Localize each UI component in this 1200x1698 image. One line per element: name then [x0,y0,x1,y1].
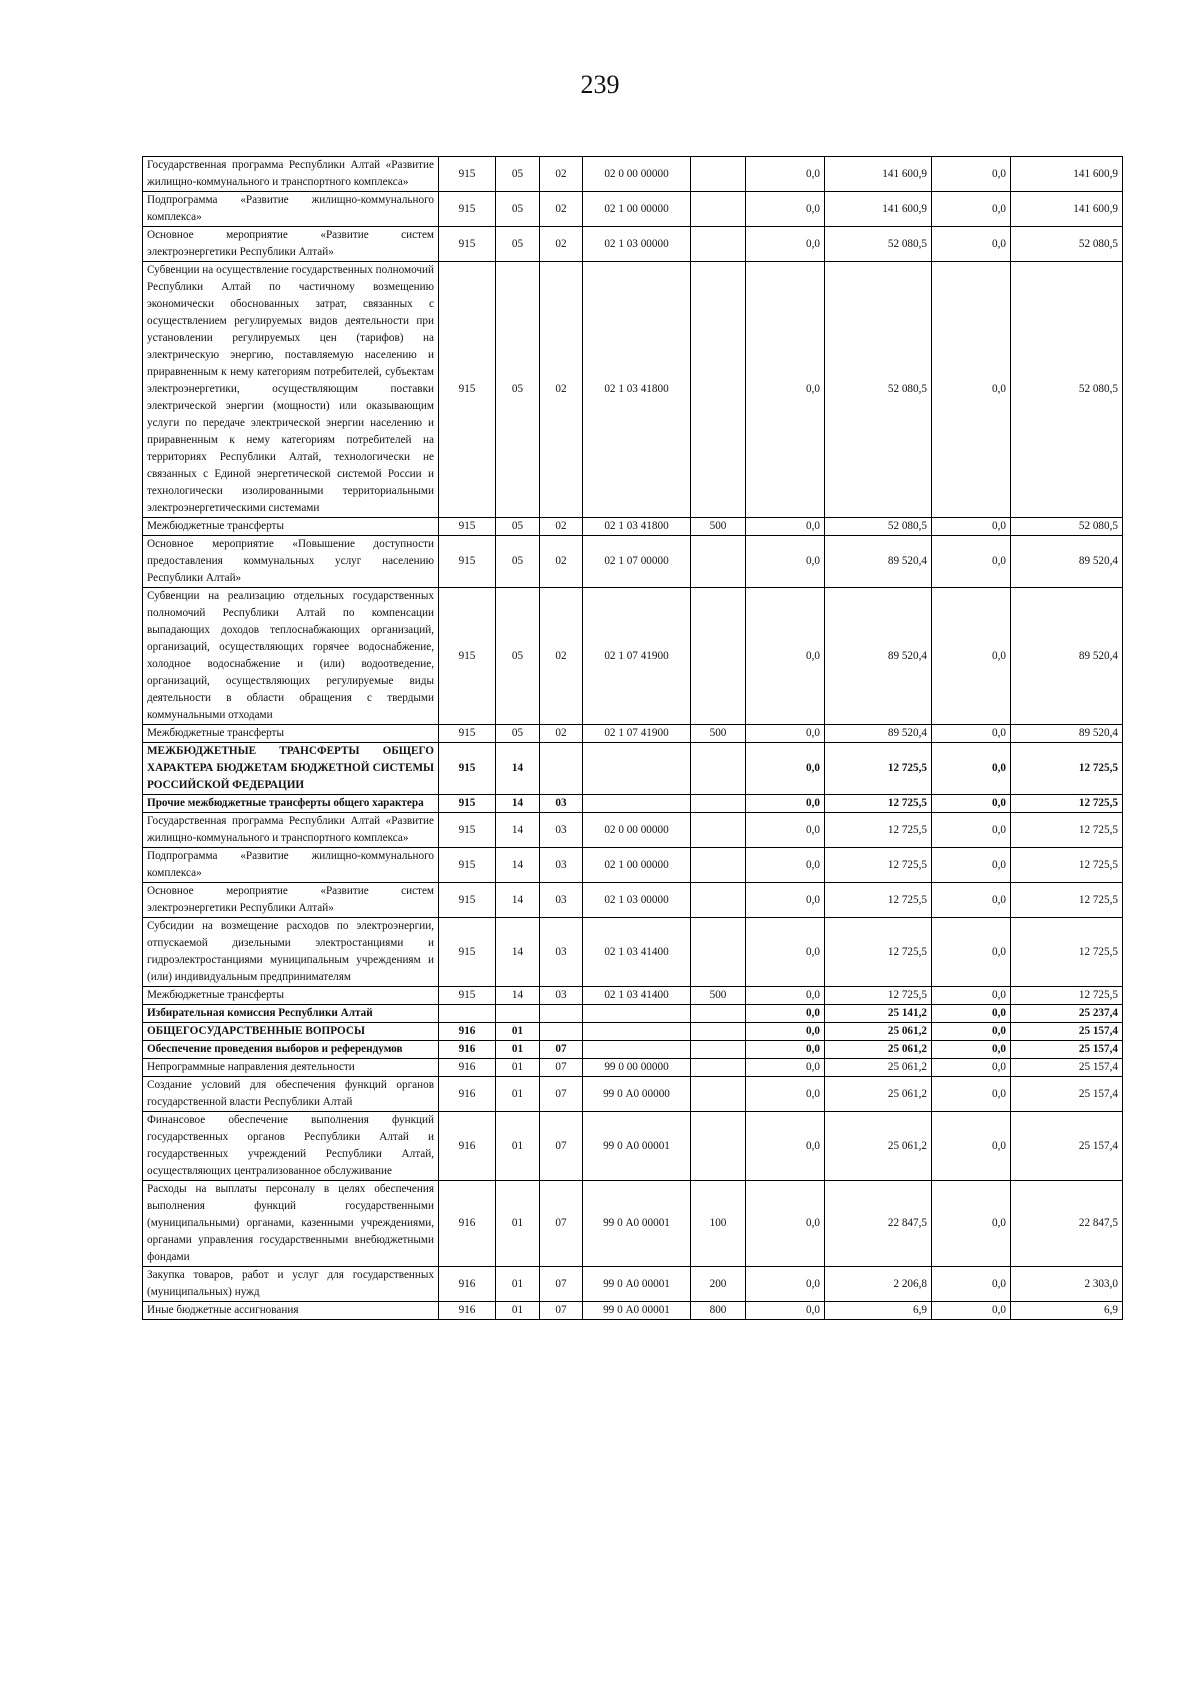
amount-3: 0,0 [932,1112,1011,1181]
row-name: Государственная программа Республики Алтай «Развитие жилищно-коммунального и транспортного комплекса» [143,157,439,192]
amount-3: 0,0 [932,918,1011,987]
target-article: 02 1 07 00000 [583,536,691,588]
amount-2: 25 061,2 [825,1023,932,1041]
row-name: Субвенции на реализацию отдельных государственных полномочий Республики Алтай по компенсации выпадающих доходов теплоснабжающих организаций, организаций, осуществляющих горячее водоснабжение, холодное водоснабжение и (или) водоотведение, организаций, осуществляющих регулируемые виды деятельности в области обращения с твердыми коммунальными отходами [143,588,439,725]
target-article: 02 1 00 00000 [583,848,691,883]
expense-kind: 200 [691,1267,746,1302]
subsection-code: 07 [540,1302,583,1320]
section-code: 01 [496,1181,540,1267]
section-code: 01 [496,1302,540,1320]
expense-kind [691,192,746,227]
amount-4: 89 520,4 [1011,536,1123,588]
admin-code: 915 [439,227,496,262]
target-article: 99 0 А0 00001 [583,1267,691,1302]
row-name: Межбюджетные трансферты [143,725,439,743]
table-row [143,795,1123,813]
expense-kind [691,883,746,918]
amount-4: 52 080,5 [1011,227,1123,262]
table-row [143,1077,1123,1112]
table-row [143,743,1123,795]
admin-code: 916 [439,1112,496,1181]
amount-4: 25 157,4 [1011,1077,1123,1112]
subsection-code: 02 [540,588,583,725]
amount-1: 0,0 [746,987,825,1005]
row-name: Межбюджетные трансферты [143,518,439,536]
row-name: Обеспечение проведения выборов и референдумов [143,1041,439,1059]
table-row [143,227,1123,262]
target-article: 02 1 03 41800 [583,262,691,518]
amount-1: 0,0 [746,1041,825,1059]
expense-kind: 500 [691,518,746,536]
subsection-code: 07 [540,1112,583,1181]
amount-1: 0,0 [746,918,825,987]
section-code: 14 [496,883,540,918]
target-article: 99 0 00 00000 [583,1059,691,1077]
target-article: 02 1 03 41400 [583,918,691,987]
row-name: Иные бюджетные ассигнования [143,1302,439,1320]
table-row [143,725,1123,743]
section-code: 14 [496,743,540,795]
subsection-code: 07 [540,1181,583,1267]
amount-2: 12 725,5 [825,795,932,813]
table-row [143,536,1123,588]
row-name: Подпрограмма «Развитие жилищно-коммунального комплекса» [143,848,439,883]
amount-2: 12 725,5 [825,883,932,918]
amount-2: 25 061,2 [825,1041,932,1059]
table-row [143,588,1123,725]
section-code: 14 [496,795,540,813]
expense-kind [691,1059,746,1077]
amount-3: 0,0 [932,725,1011,743]
subsection-code: 03 [540,883,583,918]
section-code: 05 [496,262,540,518]
amount-1: 0,0 [746,795,825,813]
amount-1: 0,0 [746,536,825,588]
amount-1: 0,0 [746,588,825,725]
admin-code: 915 [439,262,496,518]
table-row [143,813,1123,848]
expense-kind [691,918,746,987]
amount-3: 0,0 [932,987,1011,1005]
row-name: Субвенции на осуществление государственных полномочий Республики Алтай по частичному возмещению экономически обоснованных затрат, связанных с осуществлением регулируемых видов деятельности при установлении регулируемых цен (тарифов) на электрическую энергию, поставляемую населению и приравненным к нему категориям потребителей, субъектам электроэнергетики, осуществляющим поставки электрической энергии (мощности) или оказывающим услуги по передаче электрической энергии населению и приравненным к нему категориям потребителей на территориях Республики Алтай, технологически не связанных с Единой энергетической системой России и технологически изолированными территориальными электроэнергетическими системами [143,262,439,518]
section-code: 01 [496,1059,540,1077]
target-article [583,1041,691,1059]
table-row [143,987,1123,1005]
expense-kind [691,1112,746,1181]
row-name: Расходы на выплаты персоналу в целях обеспечения выполнения функций государственными (муниципальными) органами, казенными учреждениями, органами управления государственными внебюджетными фондами [143,1181,439,1267]
target-article: 99 0 А0 00001 [583,1181,691,1267]
table-row [143,262,1123,518]
amount-1: 0,0 [746,743,825,795]
target-article [583,795,691,813]
admin-code: 915 [439,918,496,987]
amount-3: 0,0 [932,157,1011,192]
amount-3: 0,0 [932,588,1011,725]
amount-2: 12 725,5 [825,743,932,795]
amount-3: 0,0 [932,1059,1011,1077]
amount-2: 6,9 [825,1302,932,1320]
amount-3: 0,0 [932,536,1011,588]
admin-code: 915 [439,848,496,883]
section-code: 14 [496,813,540,848]
subsection-code: 02 [540,192,583,227]
amount-2: 2 206,8 [825,1267,932,1302]
section-code: 05 [496,157,540,192]
admin-code: 916 [439,1059,496,1077]
page-number: 239 [580,70,620,99]
subsection-code [540,1023,583,1041]
expense-kind [691,813,746,848]
amount-2: 89 520,4 [825,536,932,588]
subsection-code: 02 [540,262,583,518]
admin-code: 915 [439,518,496,536]
target-article: 99 0 А0 00001 [583,1112,691,1181]
target-article: 99 0 А0 00001 [583,1302,691,1320]
amount-2: 141 600,9 [825,192,932,227]
row-name: Создание условий для обеспечения функций органов государственной власти Республики Алтай [143,1077,439,1112]
row-name: Избирательная комиссия Республики Алтай [143,1005,439,1023]
table-row [143,1005,1123,1023]
amount-1: 0,0 [746,1302,825,1320]
amount-1: 0,0 [746,883,825,918]
row-name: Основное мероприятие «Повышение доступности предоставления коммунальных услуг населению Республики Алтай» [143,536,439,588]
target-article: 02 0 00 00000 [583,813,691,848]
expense-kind: 800 [691,1302,746,1320]
expense-kind [691,262,746,518]
amount-1: 0,0 [746,1181,825,1267]
amount-2: 25 141,2 [825,1005,932,1023]
subsection-code: 03 [540,918,583,987]
amount-4: 25 157,4 [1011,1041,1123,1059]
amount-2: 52 080,5 [825,518,932,536]
expense-kind [691,536,746,588]
admin-code: 916 [439,1267,496,1302]
amount-4: 2 303,0 [1011,1267,1123,1302]
target-article: 02 1 07 41900 [583,725,691,743]
admin-code: 916 [439,1302,496,1320]
subsection-code: 07 [540,1041,583,1059]
amount-1: 0,0 [746,1059,825,1077]
amount-2: 25 061,2 [825,1112,932,1181]
amount-3: 0,0 [932,1005,1011,1023]
subsection-code: 03 [540,795,583,813]
amount-4: 25 237,4 [1011,1005,1123,1023]
amount-1: 0,0 [746,1005,825,1023]
table-row [143,1267,1123,1302]
row-name: Непрограммные направления деятельности [143,1059,439,1077]
target-article: 02 0 00 00000 [583,157,691,192]
section-code: 01 [496,1077,540,1112]
amount-2: 12 725,5 [825,848,932,883]
subsection-code: 03 [540,813,583,848]
amount-3: 0,0 [932,743,1011,795]
section-code: 01 [496,1267,540,1302]
table-row [143,518,1123,536]
table-row [143,1041,1123,1059]
expense-kind: 100 [691,1181,746,1267]
amount-4: 52 080,5 [1011,262,1123,518]
row-name: Подпрограмма «Развитие жилищно-коммунального комплекса» [143,192,439,227]
subsection-code: 03 [540,987,583,1005]
target-article: 02 1 03 00000 [583,227,691,262]
target-article: 02 1 00 00000 [583,192,691,227]
subsection-code: 02 [540,227,583,262]
table-row [143,157,1123,192]
amount-3: 0,0 [932,1077,1011,1112]
table-row [143,918,1123,987]
table-row [143,883,1123,918]
amount-2: 52 080,5 [825,227,932,262]
amount-4: 25 157,4 [1011,1059,1123,1077]
amount-3: 0,0 [932,1302,1011,1320]
expense-kind [691,1077,746,1112]
admin-code: 915 [439,536,496,588]
amount-3: 0,0 [932,813,1011,848]
table-row [143,1059,1123,1077]
amount-3: 0,0 [932,1041,1011,1059]
expense-kind [691,227,746,262]
row-name: Государственная программа Республики Алтай «Развитие жилищно-коммунального и транспортного комплекса» [143,813,439,848]
amount-2: 89 520,4 [825,588,932,725]
subsection-code: 02 [540,518,583,536]
row-name: Финансовое обеспечение выполнения функций государственных органов Республики Алтай и государственных учреждений Республики Алтай, осуществляющих централизованное обслуживание [143,1112,439,1181]
expense-kind [691,588,746,725]
expense-kind [691,1023,746,1041]
section-code: 14 [496,918,540,987]
amount-4: 12 725,5 [1011,918,1123,987]
target-article [583,1005,691,1023]
row-name: Основное мероприятие «Развитие систем электроэнергетики Республики Алтай» [143,227,439,262]
amount-4: 12 725,5 [1011,743,1123,795]
target-article [583,1023,691,1041]
target-article: 02 1 03 41800 [583,518,691,536]
amount-4: 52 080,5 [1011,518,1123,536]
amount-3: 0,0 [932,1023,1011,1041]
amount-2: 141 600,9 [825,157,932,192]
amount-1: 0,0 [746,518,825,536]
section-code: 01 [496,1041,540,1059]
subsection-code: 07 [540,1059,583,1077]
target-article [583,743,691,795]
expense-kind [691,795,746,813]
expense-kind: 500 [691,987,746,1005]
admin-code: 915 [439,883,496,918]
amount-2: 12 725,5 [825,918,932,987]
amount-2: 89 520,4 [825,725,932,743]
amount-3: 0,0 [932,1181,1011,1267]
amount-4: 6,9 [1011,1302,1123,1320]
row-name: Основное мероприятие «Развитие систем электроэнергетики Республики Алтай» [143,883,439,918]
amount-3: 0,0 [932,795,1011,813]
amount-4: 12 725,5 [1011,795,1123,813]
amount-4: 141 600,9 [1011,157,1123,192]
subsection-code: 07 [540,1267,583,1302]
admin-code: 915 [439,743,496,795]
amount-1: 0,0 [746,813,825,848]
section-code: 05 [496,192,540,227]
target-article: 02 1 07 41900 [583,588,691,725]
expense-kind [691,157,746,192]
amount-2: 25 061,2 [825,1077,932,1112]
amount-1: 0,0 [746,725,825,743]
amount-1: 0,0 [746,1112,825,1181]
amount-3: 0,0 [932,227,1011,262]
row-name: Субсидии на возмещение расходов по электроэнергии, отпускаемой дизельными электростанциями и гидроэлектростанциями муниципальным учреждениям и (или) индивидуальным предпринимателям [143,918,439,987]
expense-kind [691,1005,746,1023]
expense-kind [691,1041,746,1059]
admin-code: 916 [439,1181,496,1267]
admin-code: 916 [439,1041,496,1059]
section-code: 14 [496,987,540,1005]
section-code: 05 [496,518,540,536]
admin-code: 915 [439,725,496,743]
section-code: 05 [496,227,540,262]
expense-kind: 500 [691,725,746,743]
amount-4: 12 725,5 [1011,813,1123,848]
amount-4: 89 520,4 [1011,588,1123,725]
amount-2: 52 080,5 [825,262,932,518]
amount-4: 12 725,5 [1011,848,1123,883]
admin-code: 915 [439,813,496,848]
admin-code: 916 [439,1077,496,1112]
row-name: Закупка товаров, работ и услуг для государственных (муниципальных) нужд [143,1267,439,1302]
amount-3: 0,0 [932,848,1011,883]
amount-3: 0,0 [932,192,1011,227]
row-name: Прочие межбюджетные трансферты общего характера [143,795,439,813]
expense-kind [691,743,746,795]
admin-code: 916 [439,1023,496,1041]
subsection-code: 02 [540,536,583,588]
admin-code: 915 [439,987,496,1005]
target-article: 02 1 03 00000 [583,883,691,918]
amount-3: 0,0 [932,518,1011,536]
table-row [143,1302,1123,1320]
amount-4: 25 157,4 [1011,1023,1123,1041]
table-row [143,1023,1123,1041]
amount-1: 0,0 [746,1023,825,1041]
admin-code: 915 [439,795,496,813]
table-row [143,192,1123,227]
admin-code: 915 [439,588,496,725]
amount-4: 25 157,4 [1011,1112,1123,1181]
section-code [496,1005,540,1023]
admin-code [439,1005,496,1023]
amount-3: 0,0 [932,262,1011,518]
amount-1: 0,0 [746,262,825,518]
amount-3: 0,0 [932,1267,1011,1302]
amount-4: 141 600,9 [1011,192,1123,227]
amount-1: 0,0 [746,1267,825,1302]
table-row [143,1112,1123,1181]
subsection-code: 03 [540,848,583,883]
subsection-code [540,743,583,795]
amount-1: 0,0 [746,227,825,262]
amount-1: 0,0 [746,192,825,227]
section-code: 05 [496,725,540,743]
admin-code: 915 [439,192,496,227]
section-code: 05 [496,588,540,725]
amount-1: 0,0 [746,1077,825,1112]
subsection-code: 07 [540,1077,583,1112]
amount-4: 89 520,4 [1011,725,1123,743]
amount-2: 12 725,5 [825,813,932,848]
subsection-code [540,1005,583,1023]
amount-2: 12 725,5 [825,987,932,1005]
amount-2: 22 847,5 [825,1181,932,1267]
table-row [143,1181,1123,1267]
table-body [143,157,1123,1320]
table-row [143,848,1123,883]
amount-4: 12 725,5 [1011,883,1123,918]
row-name: ОБЩЕГОСУДАРСТВЕННЫЕ ВОПРОСЫ [143,1023,439,1041]
row-name: МЕЖБЮДЖЕТНЫЕ ТРАНСФЕРТЫ ОБЩЕГО ХАРАКТЕРА БЮДЖЕТАМ БЮДЖЕТНОЙ СИСТЕМЫ РОССИЙСКОЙ ФЕДЕРАЦИИ [143,743,439,795]
admin-code: 915 [439,157,496,192]
amount-1: 0,0 [746,157,825,192]
target-article: 02 1 03 41400 [583,987,691,1005]
subsection-code: 02 [540,157,583,192]
amount-1: 0,0 [746,848,825,883]
section-code: 05 [496,536,540,588]
section-code: 14 [496,848,540,883]
section-code: 01 [496,1023,540,1041]
expense-kind [691,848,746,883]
amount-4: 22 847,5 [1011,1181,1123,1267]
amount-2: 25 061,2 [825,1059,932,1077]
row-name: Межбюджетные трансферты [143,987,439,1005]
section-code: 01 [496,1112,540,1181]
amount-3: 0,0 [932,883,1011,918]
amount-4: 12 725,5 [1011,987,1123,1005]
target-article: 99 0 А0 00000 [583,1077,691,1112]
subsection-code: 02 [540,725,583,743]
budget-table [142,156,1123,1320]
